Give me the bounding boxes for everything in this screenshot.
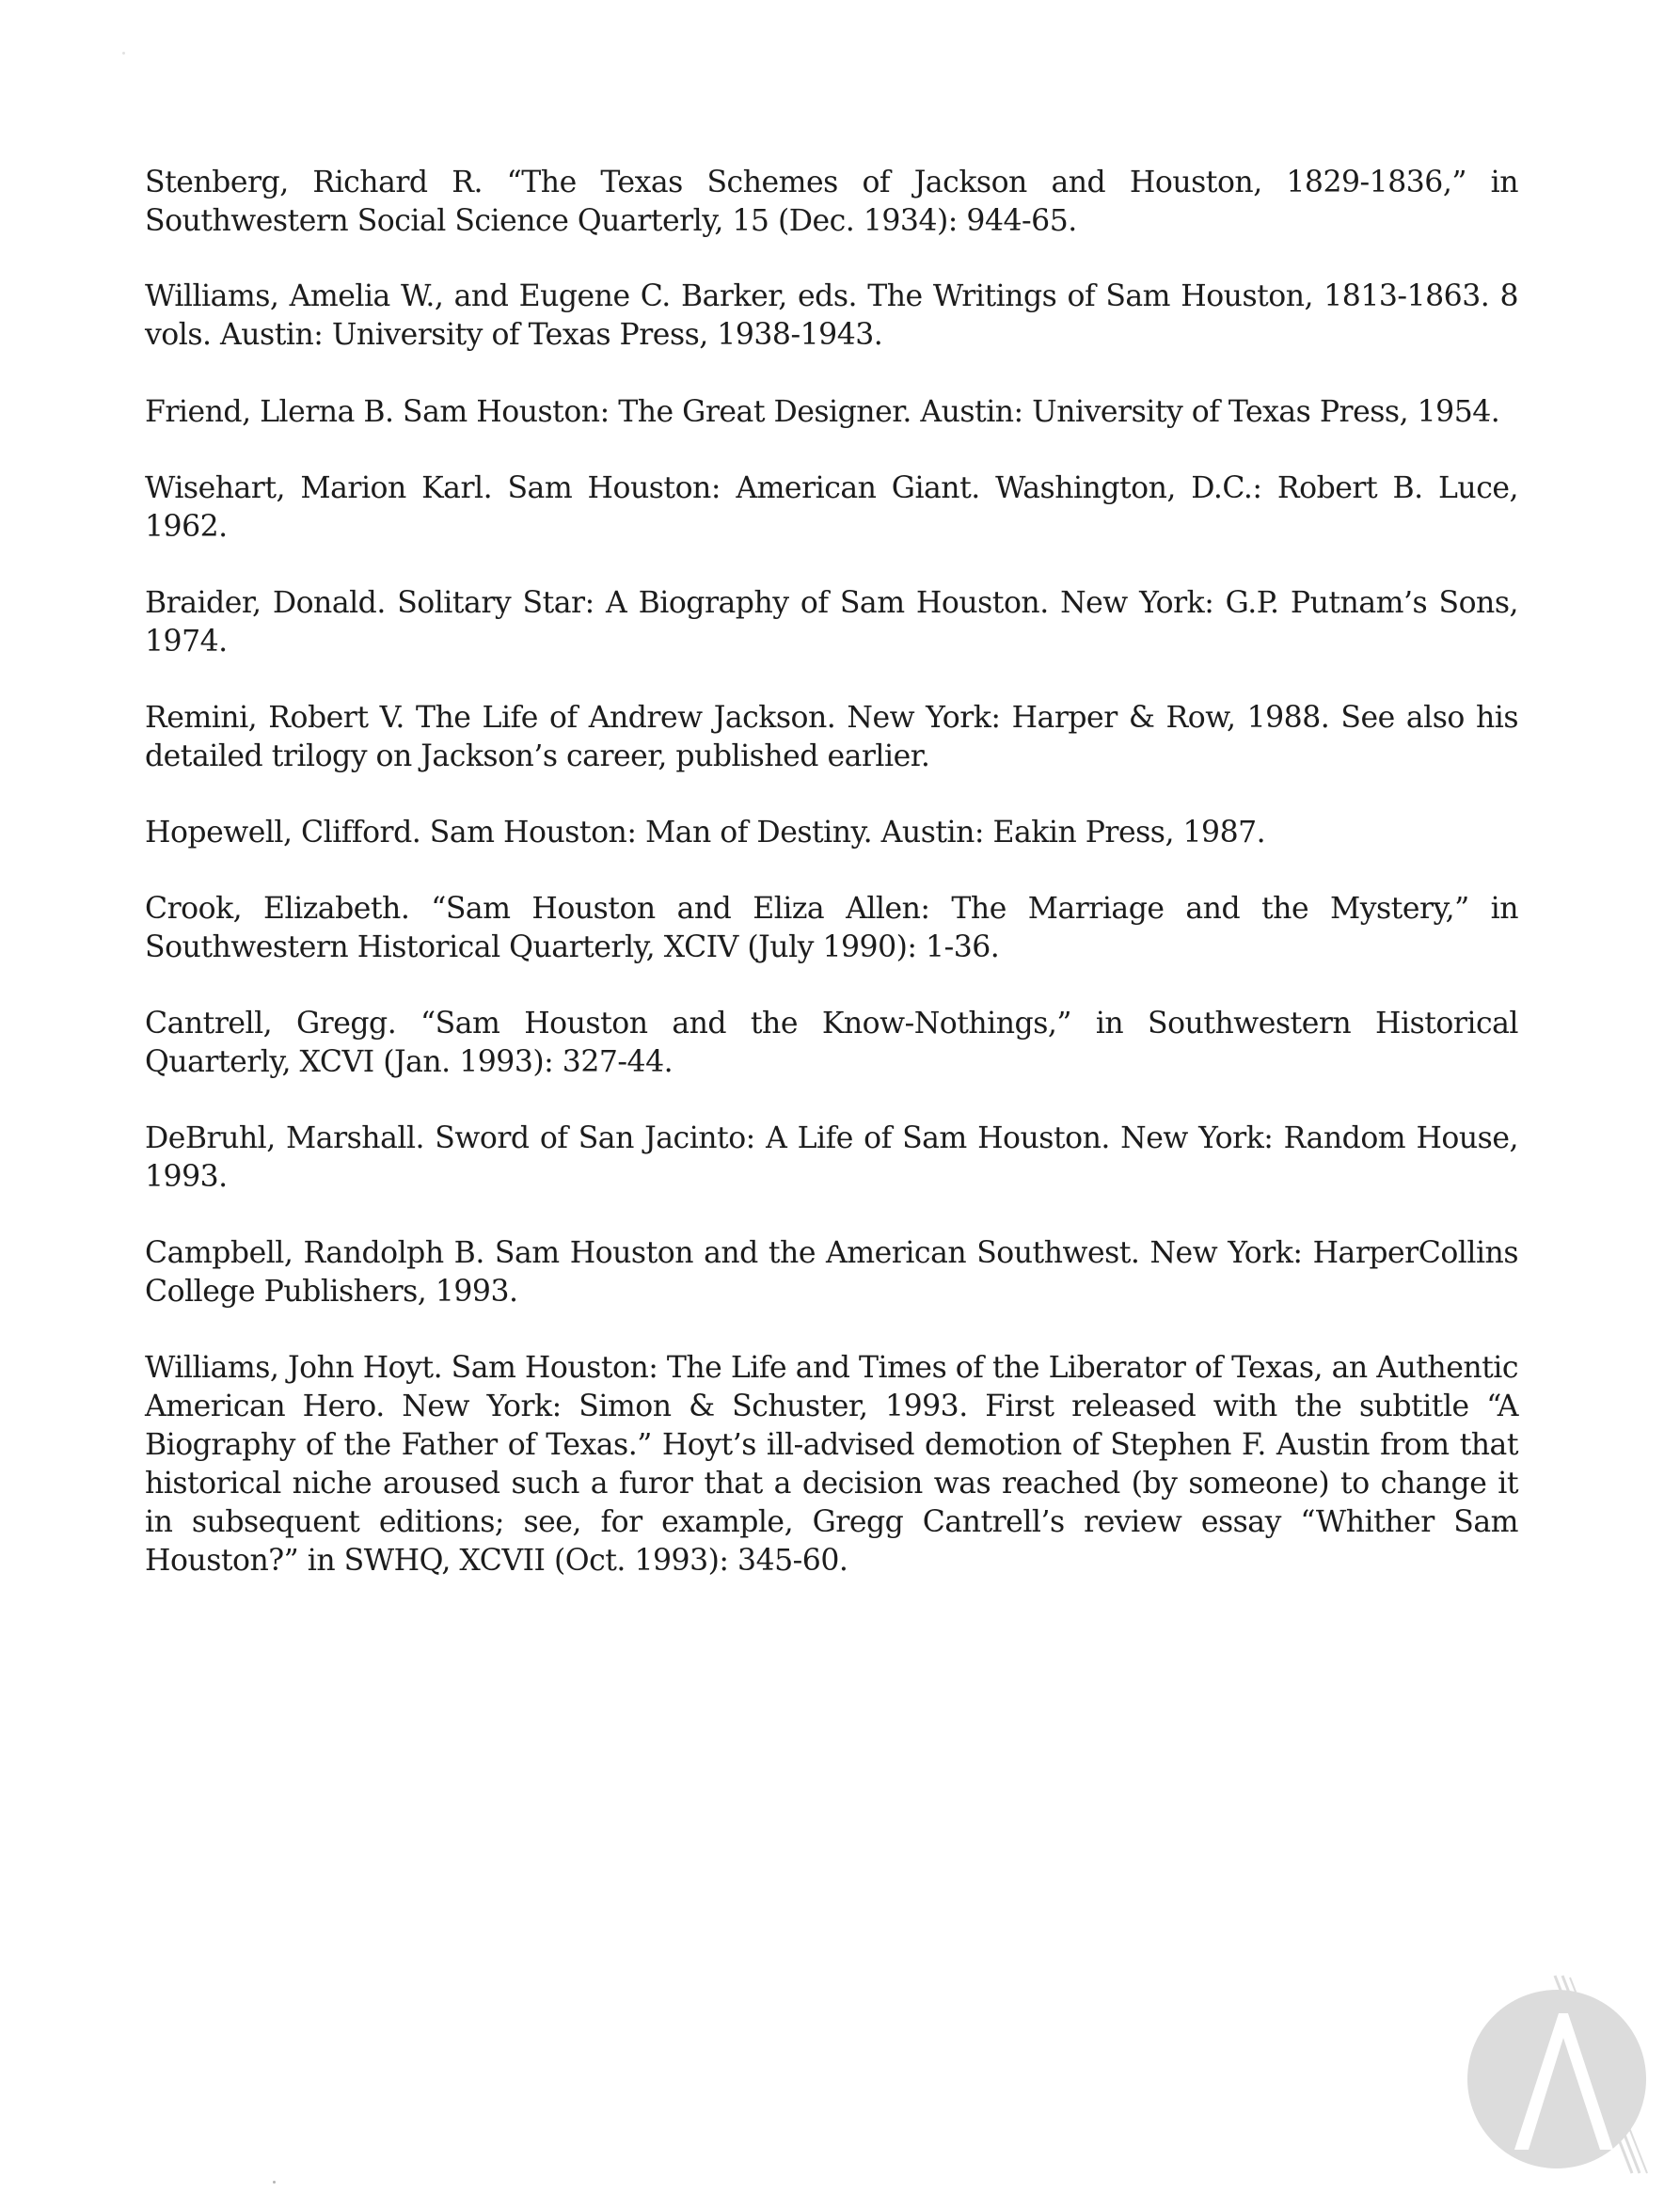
archive-logo-icon xyxy=(1453,1957,1660,2183)
archive-logo-graphic xyxy=(1453,1957,1660,2183)
bibliography-entry: Braider, Donald. Solitary Star: A Biography of Sam Houston. New York: G.P. Putnam’s Sons, 1974. xyxy=(145,586,1518,659)
scan-speck xyxy=(273,2181,276,2184)
bibliography-entry: DeBruhl, Marshall. Sword of San Jacinto: A Life of Sam Houston. New York: Random House, 1993. xyxy=(145,1121,1518,1194)
bibliography-entry: Crook, Elizabeth. “Sam Houston and Eliza Allen: The Marriage and the Mystery,” in Southwestern Historical Quarterly, XCIV (July 1990): 1-36. xyxy=(145,892,1518,964)
bibliography-entry: Hopewell, Clifford. Sam Houston: Man of Destiny. Austin: Eakin Press, 1987. xyxy=(145,816,1266,850)
bibliography-entry: Williams, John Hoyt. Sam Houston: The Life and Times of the Liberator of Texas, an Authentic American Hero. New York: Simon & Schuster, 1993. First released with the subtitle “A Biography of the Father of Texas.” Hoyt’s ill-advised demotion of Stephen F. Austin from that historical niche aroused such a furor that a decision was reached (by someone) to change it in subsequent editions; see, for example, Gregg Cantrell’s review essay “Whither Sam Houston?” in SWHQ, XCVII (Oct. 1993): 345-60. xyxy=(145,1351,1518,1578)
bibliography-list xyxy=(145,164,1518,1618)
scan-speck xyxy=(122,52,125,55)
bibliography-entry: Cantrell, Gregg. “Sam Houston and the Know-Nothings,” in Southwestern Historical Quarterly, XCVI (Jan. 1993): 327-44. xyxy=(145,1007,1518,1079)
bibliography-entry: Friend, Llerna B. Sam Houston: The Great Designer. Austin: University of Texas Press, 1954. xyxy=(145,395,1500,429)
bibliography-entry: Remini, Robert V. The Life of Andrew Jackson. New York: Harper & Row, 1988. See also his detailed trilogy on Jackson’s career, published earlier. xyxy=(145,701,1518,773)
bibliography-entry: Stenberg, Richard R. “The Texas Schemes of Jackson and Houston, 1829-1836,” in Southwestern Social Science Quarterly, 15 (Dec. 1934): 944-65. xyxy=(145,166,1518,238)
bibliography-entry: Williams, Amelia W., and Eugene C. Barker, eds. The Writings of Sam Houston, 1813-1863. 8 vols. Austin: University of Texas Press, 1938-1943. xyxy=(145,279,1518,352)
bibliography-entry: Campbell, Randolph B. Sam Houston and the American Southwest. New York: HarperCollins College Publishers, 1993. xyxy=(145,1236,1518,1309)
bibliography-entry: Wisehart, Marion Karl. Sam Houston: American Giant. Washington, D.C.: Robert B. Luce, 1962. xyxy=(145,471,1518,544)
